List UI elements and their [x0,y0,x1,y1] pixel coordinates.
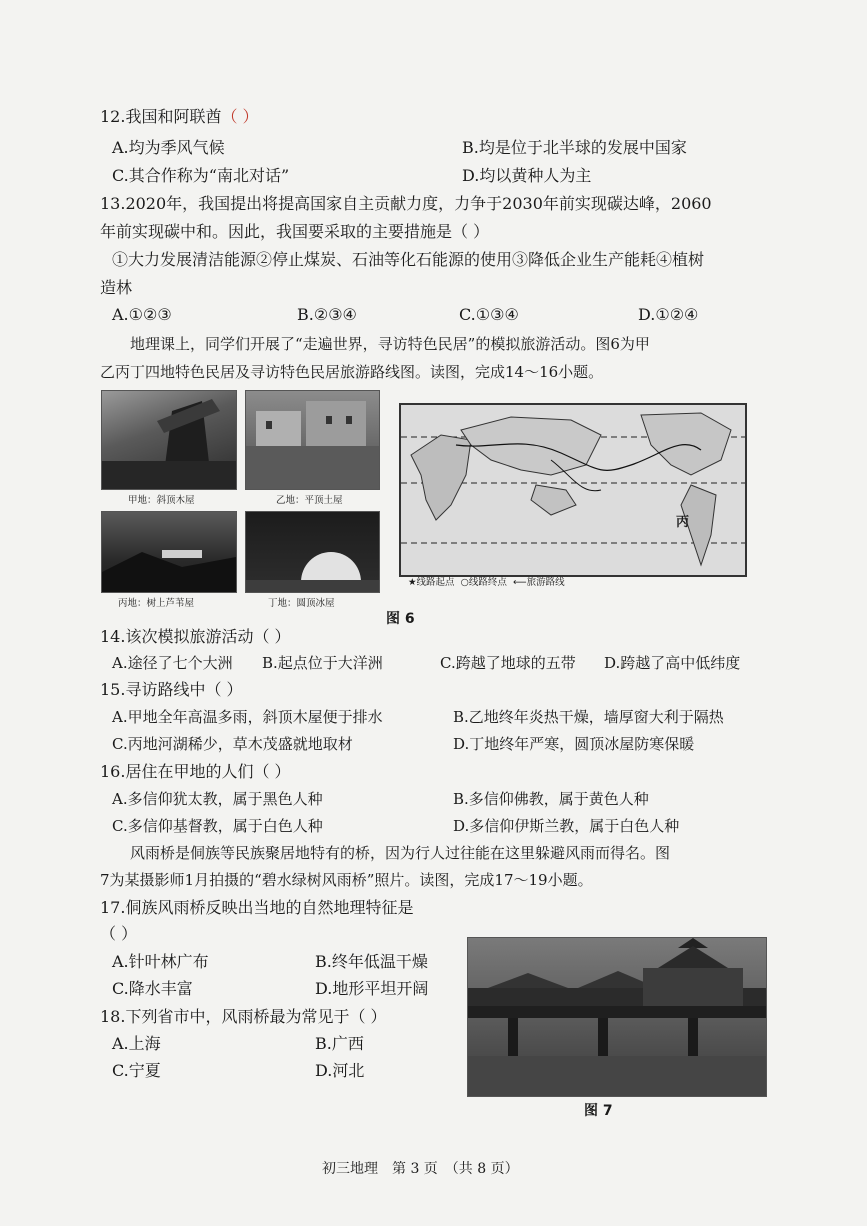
q18-option-a: A.上海 [112,1034,161,1053]
intro2-line2: 7为某摄影师1月拍摄的“碧水绿树风雨桥”照片。读图，完成17～19小题。 [100,871,593,889]
map-label-bing: 丙 [676,515,690,530]
q18-option-c: C.宁夏 [112,1061,161,1080]
q17-option-a: A.针叶林广布 [112,952,209,971]
caption-ding: 丁地：圆顶冰屋 [268,598,335,609]
q13-line1: 13.2020年，我国提出将提高国家自主贡献力度，力争于2030年前实现碳达峰，2060 [100,194,712,213]
q12-option-a: A.均为季风气候 [112,138,225,157]
q14-option-d: D.跨越了高中低纬度 [604,654,741,672]
q15-option-a: A.甲地全年高温多雨，斜顶木屋便于排水 [112,708,383,726]
q14-option-c: C.跨越了地球的五带 [440,654,576,672]
q17-stem: 17.侗族风雨桥反映出当地的自然地理特征是 [100,898,414,917]
q12-option-d: D.均以黄种人为主 [462,166,592,185]
q12-option-c: C.其合作称为“南北对话” [112,166,290,185]
q13-option-a: A.①②③ [112,305,172,324]
q13-option-d: D.①②④ [638,305,699,324]
q16-option-c: C.多信仰基督教，属于白色人种 [112,817,323,835]
q12-stem: 12.我国和阿联酋（ ） [100,107,259,126]
q13-option-c: C.①③④ [459,305,519,324]
q18-option-d: D.河北 [315,1061,365,1080]
q17-option-c: C.降水丰富 [112,979,193,998]
q15-option-b: B.乙地终年炎热干燥，墙厚窗大利于隔热 [453,708,724,726]
caption-bing: 丙地：树上芦苇屋 [118,598,195,609]
q13-line4: 造林 [100,278,133,297]
photo-ding-igloo [245,511,380,593]
q14-option-a: A.途径了七个大洲 [112,654,233,672]
q14-option-b: B.起点位于大洋洲 [262,654,383,672]
fig6-label: 图 6 [386,611,415,627]
q18-stem: 18.下列省市中，风雨桥最为常见于（ ） [100,1007,387,1026]
q15-stem: 15.寻访路线中（ ） [100,680,243,699]
q16-option-b: B.多信仰佛教，属于黄色人种 [453,790,649,808]
photo-yi-flat-earth-house [245,390,380,490]
q18-option-b: B.广西 [315,1034,364,1053]
photo-wind-rain-bridge [467,937,767,1097]
q13-line2: 年前实现碳中和。因此，我国要采取的主要措施是（ ） [100,222,490,241]
intro1-line1: 地理课上，同学们开展了“走遍世界，寻访特色民居”的模拟旅游活动。图6为甲 [130,335,650,353]
q12-answer-paren: （ ） [221,107,259,126]
arrow-icon: ⟵ [512,577,527,588]
map-legend [408,574,565,588]
q13-option-b: B.②③④ [297,305,357,324]
photo-jia-sloped-wood-house [101,390,237,490]
star-icon: ★ [408,577,417,588]
q16-option-a: A.多信仰犹太教，属于黑色人种 [112,790,323,808]
caption-jia: 甲地：斜顶木屋 [128,495,195,506]
q12-option-b: B.均是位于北半球的发展中国家 [462,138,687,157]
q14-stem: 14.该次模拟旅游活动（ ） [100,627,291,646]
q17-option-b: B.终年低温干燥 [315,952,428,971]
intro2-line1: 风雨桥是侗族等民族聚居地特有的桥，因为行人过往能在这里躲避风雨而得名。图 [130,844,671,862]
legend-route: 旅游路线 [526,577,565,588]
page-footer: 初三地理 第 3 页 （共 8 页） [322,1161,519,1177]
q15-option-c: C.丙地河湖稀少，草木茂盛就地取材 [112,735,353,753]
intro1-line2: 乙丙丁四地特色民居及寻访特色民居旅游路线图。读图，完成14～16小题。 [100,363,604,381]
q17-option-d: D.地形平坦开阔 [315,979,429,998]
legend-end: 线路终点 [468,577,507,588]
circle-icon: ○ [460,577,469,588]
q16-stem: 16.居住在甲地的人们（ ） [100,762,291,781]
legend-start: 线路起点 [416,577,455,588]
q16-option-d: D.多信仰伊斯兰教，属于白色人种 [453,817,680,835]
q17-answer-paren: （ ） [100,924,138,943]
q13-line3: ①大力发展清洁能源②停止煤炭、石油等化石能源的使用③降低企业生产能耗④植树 [112,250,705,269]
world-route-map [399,403,747,577]
photo-bing-reed-house [101,511,237,593]
fig7-label: 图 7 [584,1103,613,1119]
q15-option-d: D.丁地终年严寒，圆顶冰屋防寒保暖 [453,735,695,753]
caption-yi: 乙地：平顶土屋 [276,495,343,506]
